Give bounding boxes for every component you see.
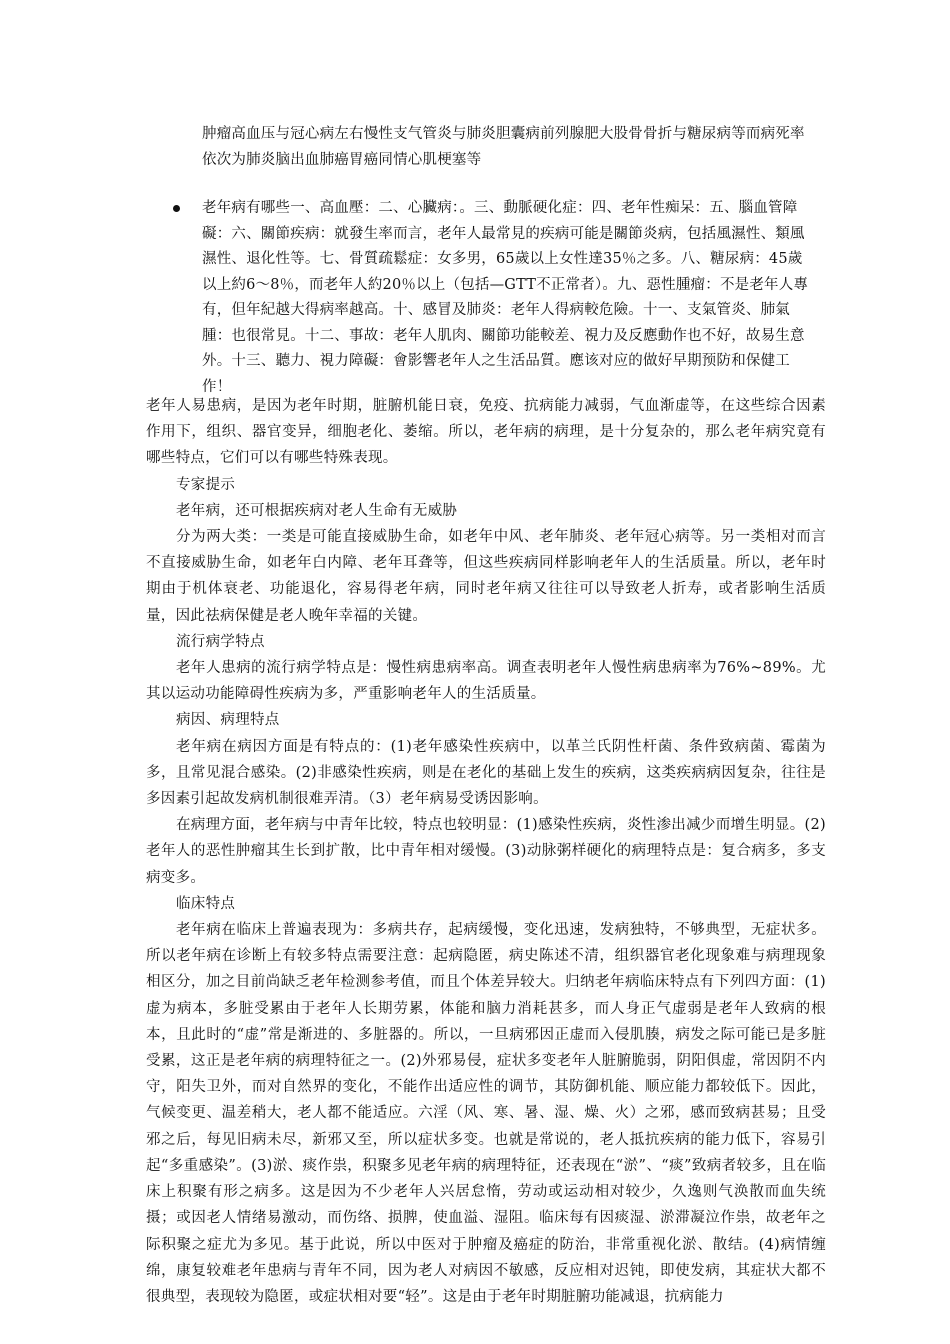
pathology-paragraph: 在病理方面，老年病与中青年比较，特点也较明显：(1)感染性疾病，炎性渗出减少而增生明显。(2)老年人的恶性肿瘤其生长到扩散，比中青年相对缓慢。(3)动脉粥样硬化的病理特点是：复合病多，多支病变多。 (146, 817, 826, 886)
top-text: 肿瘤高血压与冠心病左右慢性支气管炎与肺炎胆囊病前列腺肥大股骨骨折与糖尿病等而病死率依次为肺炎脑出血肺癌胃癌同情心肌梗塞等 (202, 126, 805, 168)
threat-heading: 老年病，还可根据疾病对老人生命有无威胁 (176, 502, 458, 519)
bullet-item (202, 196, 812, 400)
top-text-block (202, 122, 812, 173)
cause-paragraph: 老年病在病因方面是有特点的：(1)老年感染性疾病中，以革兰氏阴性杆菌、条件致病菌、霉菌为多，且常见混合感染。(2)非感染性疾病，则是在老化的基础上发生的疾病，这类疾病病因复杂，往往是多因素引起故发病机制很难弄清。（3）老年病易受诱因影响。 (146, 738, 826, 808)
epidemiology-paragraph: 老年人患病的流行病学特点是：慢性病患病率高。调查表明老年人慢性病患病率为76%~89%。尤其以运动功能障碍性疾病为多，严重影响老年人的生活质量。 (146, 660, 826, 703)
clinical-paragraph: 老年病在临床上普遍表现为：多病共存，起病缓慢，变化迅速，发病独特，不够典型，无症状多。所以老年病在诊断上有较多特点需要注意：起病隐匿，病史陈述不清，组织器官老化现象难与病理现象相区分，加之目前尚缺乏老年检测参考值，而且个体差异较大。归纳老年病临床特点有下列四方面：(1)虚为病本，多脏受累由于老年人长期劳累，体能和脑力消耗甚多，而人身正气虚弱是老年人致病的根本，且此时的“虚”常是渐进的、多脏器的。所以，一旦病邪因正虚而入侵肌腠，病发之际可能已是多脏受累，这正是老年病的病理特征之一。(2)外邪易侵，症状多变老年人脏腑脆弱，阴阳俱虚，常因阴不内守，阳失卫外，而对自然界的变化，不能作出适应性的调节，其防御机能、顺应能力都较低下。因此，气候变更、温差稍大，老人都不能适应。六淫（风、寒、暑、湿、燥、火）之邪，感而致病甚易；且受邪之后，每见旧病未尽，新邪又至，所以症状多变。也就是常说的，老人抵抗疾病的能力低下，容易引起“多重感染”。(3)淤、痰作祟，积聚多见老年病的病理特征，还表现在“淤”、“痰”致病者较多，且在临床上积聚有形之病多。这是因为不少老年人兴居怠惰，劳动或运动相对较少，久逸则气涣散而血失统摄；或因老人情绪易激动，而伤络、损脾，使血溢、湿阻。临床每有因痰湿、淤滞凝泣作祟，故老年之际积聚之症尤为多见。基于此说，所以中医对于肿瘤及癌症的防治，非常重视化淤、散结。(4)病情缠绵，康复较难老年患病与青年不同，因为老人对病因不敏感，反应相对迟钝，即使发病，其症状大都不很典型，表现较为隐匿，或症状相对要“轻”。这是由于老年时期脏腑功能减退，抗病能力 (146, 922, 826, 1305)
main-body (146, 393, 826, 1310)
cause-heading: 病因、病理特点 (176, 712, 280, 729)
epidemiology-heading: 流行病学特点 (176, 633, 265, 650)
threat-paragraph: 分为两大类：一类是可能直接威胁生命，如老年中风、老年肺炎、老年冠心病等。另一类相对而言不直接威胁生命，如老年白内障、老年耳聋等，但这些疾病同样影响老年人的生活质量。所以，老年时期由于机体衰老、功能退化，容易得老年病，同时老年病又往往可以导致老人折寿，或者影响生活质量，因此祛病保健是老人晚年幸福的关键。 (146, 529, 826, 624)
intro-paragraph: 老年人易患病，是因为老年时期，脏腑机能日衰，免疫、抗病能力减弱，气血渐虚等，在这些综合因素作用下，组织、器官变异，细胞老化、萎缩。所以，老年病的病理，是十分复杂的，那么老年病究竟有哪些特点，它们可以有哪些特殊表现。 (146, 398, 826, 467)
expert-tip-heading: 专家提示 (176, 476, 236, 493)
clinical-heading: 临床特点 (176, 895, 236, 912)
bullet-dot-icon (173, 205, 180, 212)
bullet-text: 老年病有哪些一、高血壓：二、心臟病：。三、動脈硬化症：四、老年性痴呆：五、腦血管障礙：六、關節疾病：就發生率而言，老年人最常見的疾病可能是關節炎病，包括風濕性、類風濕性、退化性等。七、骨質疏鬆症：女多男，65歲以上女性達35％之多。八、糖尿病：45歲以上約6～8％，而老年人約20％以上（包括—GTT不正常者）。九、惡性腫瘤：不是老年人專有，但年紀越大得病率越高。十、感冒及肺炎：老年人得病較危險。十一、支氣管炎、肺氣腫：也很常見。十二、事故：老年人肌肉、關節功能較差、視力及反應動作也不好，故易生意外。十三、聽力、視力障礙：會影響老年人之生活品質。應该对应的做好早期预防和保健工作！ (202, 200, 809, 395)
